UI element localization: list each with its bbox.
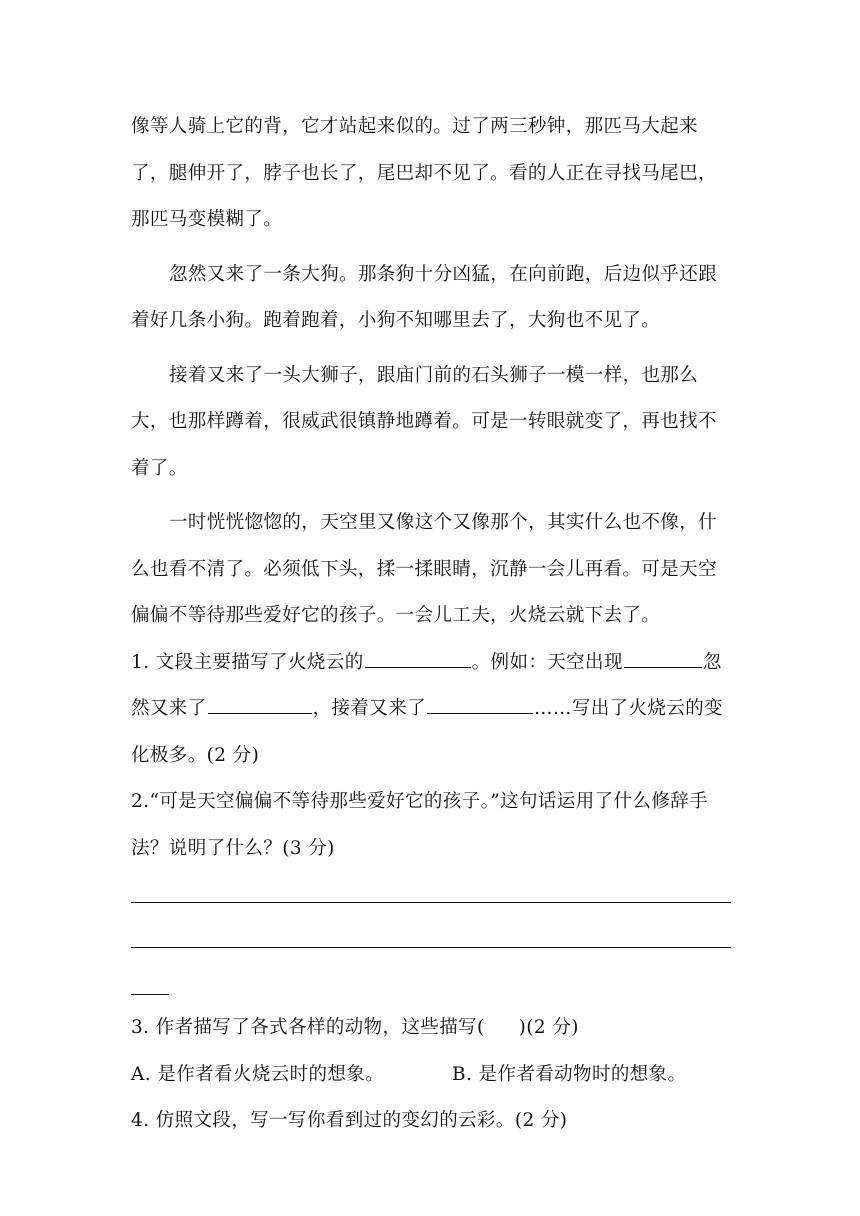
passage-paragraph-2: 忽然又来了一条大狗。那条狗十分凶猛，在向前跑，后边似乎还跟着好几条小狗。跑着跑着，小狗不知哪里去了，大狗也不见了。 [131,263,718,331]
q1-blank-second[interactable] [208,695,312,715]
q3-option-a[interactable]: A. 是作者看火烧云时的想象。 [131,1063,385,1085]
answer-spacer [131,872,731,902]
q1-text-part2: 。例如：天空出现 [471,651,623,673]
answer-spacer [131,948,731,994]
q1-blank-third[interactable] [427,695,533,715]
q3-option-b[interactable]: B. 是作者看动物时的想象。 [452,1063,687,1085]
q3-options [131,1052,731,1099]
paragraph-gap [131,492,731,500]
passage-paragraph-1: 像等人骑上它的背，它才站起来似的。过了两三秒钟，那匹马大起来了，腿伸开了，脖子也长了，尾巴却不见了。看的人正在寻找马尾巴，那匹马变模糊了。 [131,116,717,230]
q1-text-part1: 1. 文段主要描写了火烧云的 [131,651,364,673]
q1-blank-example[interactable] [624,648,702,668]
answer-spacer [131,995,731,1005]
worksheet-content [131,104,731,1145]
q3-text-part1: 3. 作者描写了各式各样的动物，这些描写( [131,1017,485,1038]
passage-paragraph-3: 接着又来了一头大狮子，跟庙门前的石头狮子一模一样，也那么大，也那样蹲着，很威武很镇静地蹲着。可是一转眼就变了，再也找不着了。 [131,364,717,479]
question-4: 4. 仿照文段，写一写你看到过的变幻的云彩。(2 分) [131,1110,568,1131]
question-1 [131,640,731,780]
passage-paragraph-4: 一时恍恍惚惚的，天空里又像这个又像那个，其实什么也不像，什么也看不清了。必须低下头，揉一揉眼睛，沉静一会儿再看。可是天空偏偏不等待那些爱好它的孩子。一会儿工夫，火烧云就下去了。 [131,512,718,626]
question-2: 2.“可是天空偏偏不等待那些爱好它的孩子。”这句话运用了什么修辞手法？说明了什么？(3 分) [131,791,709,859]
q1-text-part5: ……写出了火烧云的变化极多。(2 分) [131,698,724,766]
q1-text-part3: 忽然又来了 [131,651,722,719]
question-3 [131,1005,731,1052]
paragraph-gap [131,244,731,252]
q1-blank-feature[interactable] [365,648,471,668]
q3-text-part2: )(2 分) [518,1017,579,1038]
q1-text-part4: ，接着又来了 [312,698,427,719]
paragraph-gap [131,345,731,353]
answer-spacer [131,903,731,947]
